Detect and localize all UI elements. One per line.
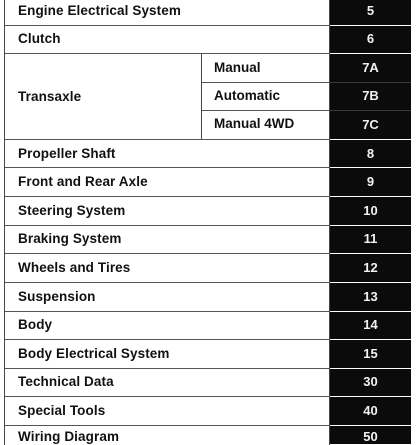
subsection-title: Manual 4WD — [214, 116, 295, 131]
section-number-tab[interactable] — [330, 254, 411, 282]
section-number-tab[interactable] — [330, 426, 411, 444]
section-number-tab[interactable] — [330, 168, 411, 196]
sub-column-divider — [201, 54, 202, 139]
section-number-tab[interactable] — [330, 140, 411, 167]
section-title: Technical Data — [18, 374, 114, 389]
section-title: Special Tools — [18, 403, 106, 418]
table-of-contents — [4, 0, 411, 445]
section-number: 30 — [363, 374, 378, 389]
subsection-title: Manual — [214, 60, 261, 75]
section-number: 5 — [366, 3, 375, 18]
number-column-border — [329, 0, 330, 445]
toc-row-transaxle — [4, 54, 411, 139]
toc-row-propeller-shaft[interactable] — [4, 140, 411, 167]
section-title: Engine Electrical System — [18, 3, 181, 18]
toc-row-braking-system[interactable] — [4, 226, 411, 253]
section-number-tab[interactable] — [330, 226, 411, 253]
section-number-tab[interactable] — [330, 369, 411, 396]
section-number: 15 — [363, 346, 378, 361]
section-title: Propeller Shaft — [18, 146, 116, 161]
section-number: 13 — [363, 289, 378, 304]
section-number: 12 — [363, 260, 378, 275]
toc-row-clutch[interactable] — [4, 26, 411, 53]
section-title: Braking System — [18, 231, 122, 246]
section-number-tab[interactable] — [330, 83, 411, 110]
section-title: Wheels and Tires — [18, 260, 131, 275]
sub-row-divider — [202, 110, 330, 111]
section-number: 9 — [366, 174, 375, 189]
section-number-tab[interactable] — [330, 340, 411, 368]
section-number: 7A — [362, 60, 379, 75]
section-number: 50 — [363, 429, 378, 444]
section-number: 40 — [363, 403, 378, 418]
section-number-tab[interactable] — [330, 283, 411, 311]
toc-row-engine-electrical-system[interactable] — [4, 0, 411, 25]
sub-row-divider — [202, 82, 330, 83]
toc-row-body[interactable] — [4, 312, 411, 339]
section-number: 8 — [366, 146, 375, 161]
section-number-tab[interactable] — [330, 312, 411, 339]
section-title: Wiring Diagram — [18, 429, 120, 444]
section-number: 10 — [363, 203, 378, 218]
section-number-tab[interactable] — [330, 0, 411, 25]
section-title: Body — [18, 317, 53, 332]
section-number-tab[interactable] — [330, 197, 411, 225]
section-number: 7C — [362, 117, 379, 132]
toc-row-technical-data[interactable] — [4, 369, 411, 396]
section-number-tab[interactable] — [330, 397, 411, 425]
toc-row-steering-system[interactable] — [4, 197, 411, 225]
section-number-tab[interactable] — [330, 26, 411, 53]
section-title: Steering System — [18, 203, 126, 218]
toc-row-front-and-rear-axle[interactable] — [4, 168, 411, 196]
subsection-title: Automatic — [214, 88, 281, 103]
toc-row-suspension[interactable] — [4, 283, 411, 311]
section-title: Transaxle — [18, 89, 82, 104]
section-number-tab[interactable] — [330, 54, 411, 82]
section-number: 14 — [363, 317, 378, 332]
section-title: Body Electrical System — [18, 346, 170, 361]
toc-row-special-tools[interactable] — [4, 397, 411, 425]
table-left-border — [4, 0, 5, 445]
section-number: 6 — [366, 31, 375, 46]
toc-row-wiring-diagram[interactable] — [4, 426, 411, 444]
toc-row-body-electrical-system[interactable] — [4, 340, 411, 368]
section-number-tab[interactable] — [330, 111, 411, 139]
toc-row-wheels-and-tires[interactable] — [4, 254, 411, 282]
section-number: 11 — [363, 231, 378, 246]
section-title: Front and Rear Axle — [18, 174, 148, 189]
section-number: 7B — [362, 88, 379, 103]
section-title: Clutch — [18, 31, 61, 46]
section-title: Suspension — [18, 289, 96, 304]
